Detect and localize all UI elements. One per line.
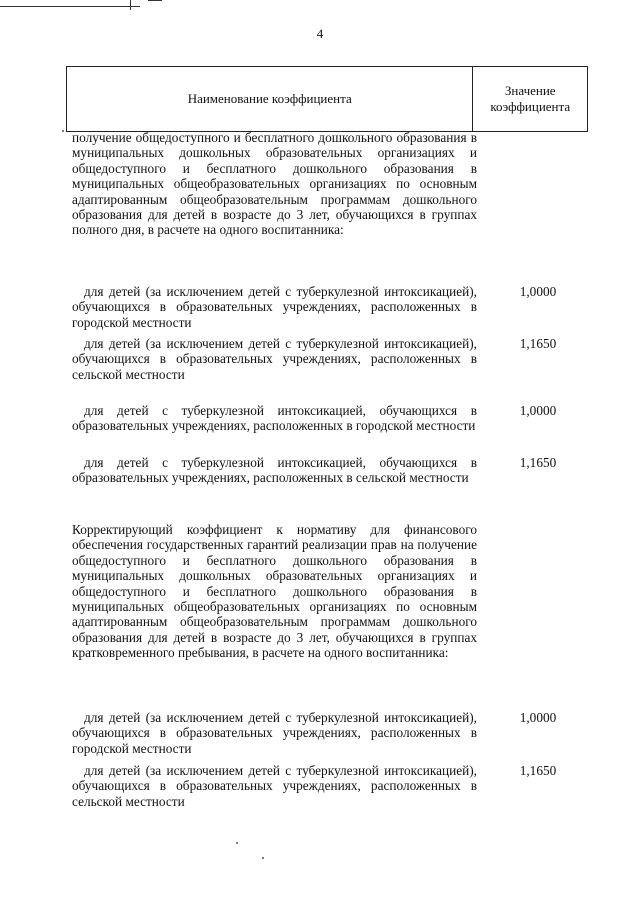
section2-intro: Корректирующий коэффициент к нормативу для финансового обеспечения государственных гарантий реализации прав на получение общедоступного и бесплатного дошкольного образования в муниципальных дошкольных образовательных организациях и общедоступного и бесплатного дошкольного образования в муниципальных общеобразовательных организациях по основным адаптированным общеобразовательным программам дошкольного образования для детей в возрасте до 3 лет, обучающихся в группах кратковременного пребывания, в расчете на одного воспитанника: (72, 522, 477, 661)
scan-dot (236, 842, 238, 844)
table-header (66, 66, 588, 132)
section1-row-4-value: 1,1650 (519, 455, 557, 470)
section1-row-3-value: 1,0000 (519, 403, 557, 418)
section2-row-1-value: 1,0000 (519, 710, 557, 725)
scan-artifact (130, 0, 131, 10)
section1-row-1-text: для детей (за исключением детей с туберкулезной интоксикацией), обучающихся в образовательных учреждениях, расположенных в городской местности (72, 284, 477, 330)
coefficient-value-header (473, 67, 588, 132)
section1-row-3-text: для детей с туберкулезной интоксикацией, обучающихся в образовательных учреждениях, расположенных в городской местности (72, 403, 477, 434)
section2-row-2-text: для детей (за исключением детей с туберкулезной интоксикацией), обучающихся в образовательных учреждениях, расположенных в сельской местности (72, 763, 477, 809)
section2-row-1-text: для детей (за исключением детей с туберкулезной интоксикацией), обучающихся в образовательных учреждениях, расположенных в городской местности (72, 710, 477, 756)
section1-row-2-value: 1,1650 (519, 336, 557, 351)
scan-dot (262, 857, 264, 859)
section2-row-2-value: 1,1650 (519, 763, 557, 778)
scan-artifact (148, 0, 162, 1)
value-header-line1: Значение (504, 83, 556, 98)
value-header-line2: коэффициента (490, 99, 571, 114)
coefficient-name-header: Наименование коэффициента (67, 67, 473, 132)
page-number: 4 (316, 26, 324, 41)
section1-row-4-text: для детей с туберкулезной интоксикацией, обучающихся в образовательных учреждениях, расположенных в сельской местности (72, 455, 477, 486)
section1-row-2-text: для детей (за исключением детей с туберкулезной интоксикацией), обучающихся в образовательных учреждениях, расположенных в сельской местности (72, 336, 477, 382)
section1-row-1-value: 1,0000 (519, 284, 557, 299)
section1-intro: получение общедоступного и бесплатного дошкольного образования в муниципальных дошкольных образовательных организациях и общедоступного и бесплатного дошкольного образования в муниципальных общеобразовательных организациях по основным адаптированным общеобразовательным программам дошкольного образования для детей в возрасте до 3 лет, обучающихся в группах полного дня, в расчете на одного воспитанника: (72, 130, 477, 238)
scan-artifact (0, 6, 140, 7)
scan-dot (62, 130, 64, 132)
